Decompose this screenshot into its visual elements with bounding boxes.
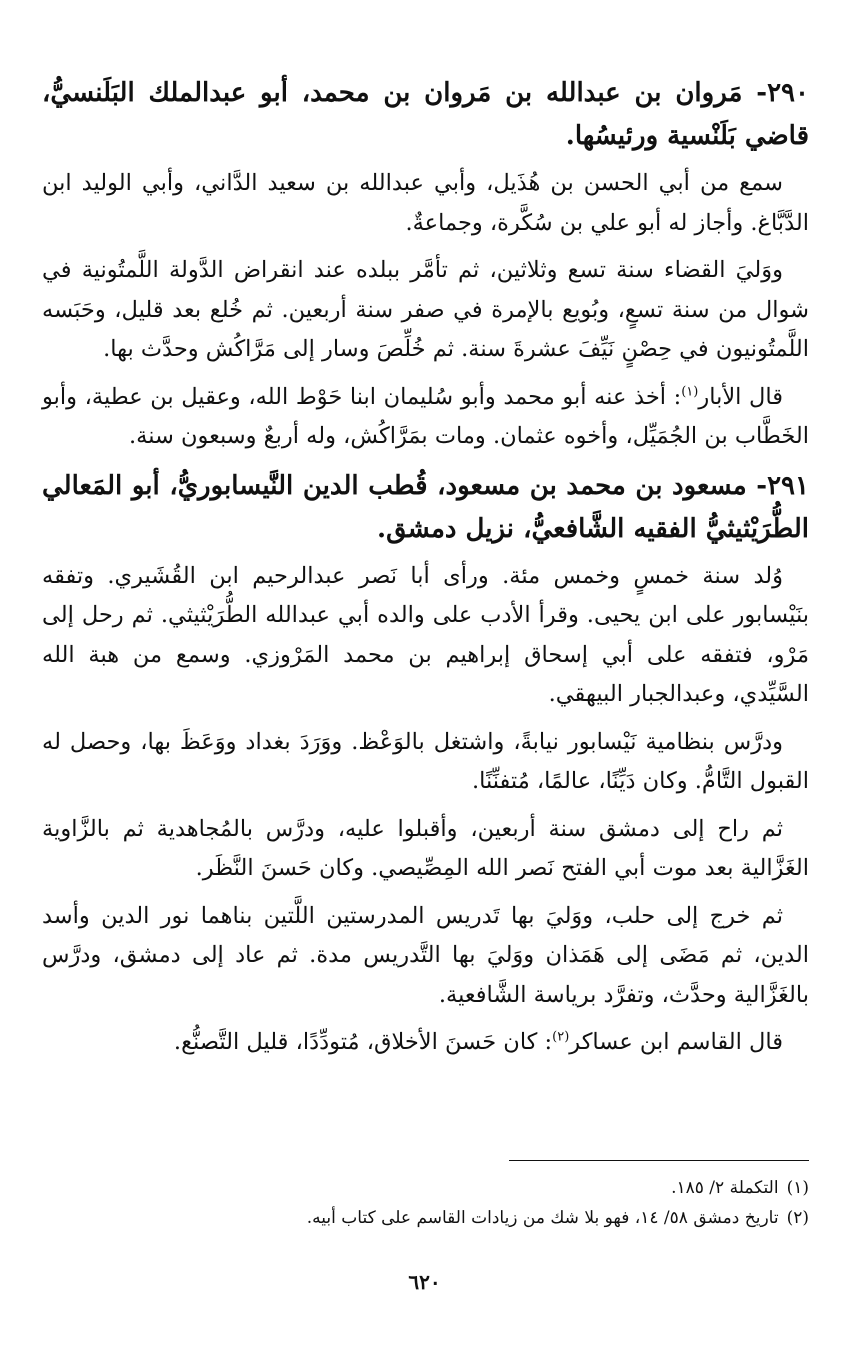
citation-source: قال القاسم ابن عساكر [569,1029,783,1055]
citation-text: : كان حَسنَ الأخلاق، مُتودِّدًا، قليل التَّصنُّع. [173,1029,553,1055]
entry-paragraph: ثم خرج إلى حلب، ووَليَ بها تَدريس المدرستين اللَّتين بناهما نور الدين وأسد الدين، ثم مَضَى إلى هَمَذان ووَليَ بها التَّدريس مدة. ثم عاد إلى دمشق، ودرَّس بالغَزَّالية وحدَّث، وتفرَّد برياسة الشَّافعية. [42,902,809,1008]
entry-paragraph: وُلد سنة خمسٍ وخمس مئة. ورأى أبا نَصر عبدالرحيم ابن القُشَيري. وتفقه بنَيْسابور على ابن يحيى. وقرأ الأدب على والده أبي عبدالله الطُّرَيْثيثي. ثم رحل إلى مَرْو، فتفقه على أبي إسحاق إبراهيم بن محمد المَرْوزي. وسمع من هبة الله السَّيِّدي، وعبدالجبار البيهقي. [42,562,809,707]
footnote-divider [509,1160,809,1161]
biography-entry-290 [42,72,809,457]
footnote-item [42,1173,809,1203]
footnotes-section [42,1160,809,1233]
entry-paragraph: ووَليَ القضاء سنة تسع وثلاثين، ثم تأمَّر ببلده عند انقراض الدَّولة اللَّمتُونية في شوال من سنة تسعٍ، وبُويع بالإمرة في صفر سنة أربعين. ثم خُلع بعد قليل، وحَبَسه اللَّمتُونيون في حِصْنٍ نَيِّفَ عشرةَ سنة. ثم خُلِّصَ وسار إلى مَرَّاكُش وحدَّث بها. [42,257,809,362]
citation-text: : أخذ عنه أبو محمد وأبو سُليمان ابنا حَوْط الله، وعقيل بن عطية، وأبو الخَطَّاب بن الجُمَيِّل، وأخوه عثمان. ومات بمَرَّاكُش، وله أربعٌ وسبعون سنة. [42,383,809,449]
entry-heading: ٢٩١- مسعود بن محمد بن مسعود، قُطب الدين النَّيسابوريُّ، أبو المَعالي الطُّرَيْثيثيُّ الفقيه الشَّافعيُّ، نزيل دمشق. [42,470,809,544]
entry-paragraph: سمع من أبي الحسن بن هُذَيل، وأبي عبدالله بن سعيد الدَّاني، وأبي الوليد ابن الدَّبَّاغ. وأجاز له أبو علي بن سُكَّرة، وجماعةٌ. [42,170,809,236]
entry-citation-paragraph [42,1023,809,1063]
biography-entry-291 [42,465,809,1063]
page-number: ٦٢٠ [408,1270,441,1294]
citation-source: قال الأبار [698,383,783,410]
entry-citation-paragraph [42,378,809,457]
footnote-ref: (١) [681,384,699,399]
footnote-number: (٢) [786,1208,809,1228]
book-page-body [42,72,809,1071]
footnote-text: التكملة ٢/ ١٨٥. [671,1178,779,1198]
entry-heading: ٢٩٠- مَروان بن عبدالله بن مَروان بن محمد، أبو عبدالملك البَلَنسيُّ، قاضي بَلَنْسية ورئيسُها. [42,78,809,151]
entry-paragraph: ودرَّس بنظامية نَيْسابور نيابةً، واشتغل بالوَعْظ. ووَرَدَ بغداد ووَعَظَ بها، وحصل له القبول التَّامُّ. وكان دَيِّنًا، عالمًا، مُتفنِّنًا. [42,728,809,794]
footnote-item [42,1203,809,1233]
footnote-number: (١) [786,1178,809,1198]
entry-paragraph: ثم راح إلى دمشق سنة أربعين، وأقبلوا عليه، ودرَّس بالمُجاهدية ثم بالزَّاوية الغَزَّالية بعد موت أبي الفتح نَصر الله المِصِّيصي. وكان حَسنَ النَّظَر. [42,815,809,881]
footnote-ref: (٢) [552,1029,570,1045]
footnote-text: تاريخ دمشق ٥٨/ ١٤، فهو بلا شك من زيادات القاسم على كتاب أبيه. [306,1208,779,1228]
